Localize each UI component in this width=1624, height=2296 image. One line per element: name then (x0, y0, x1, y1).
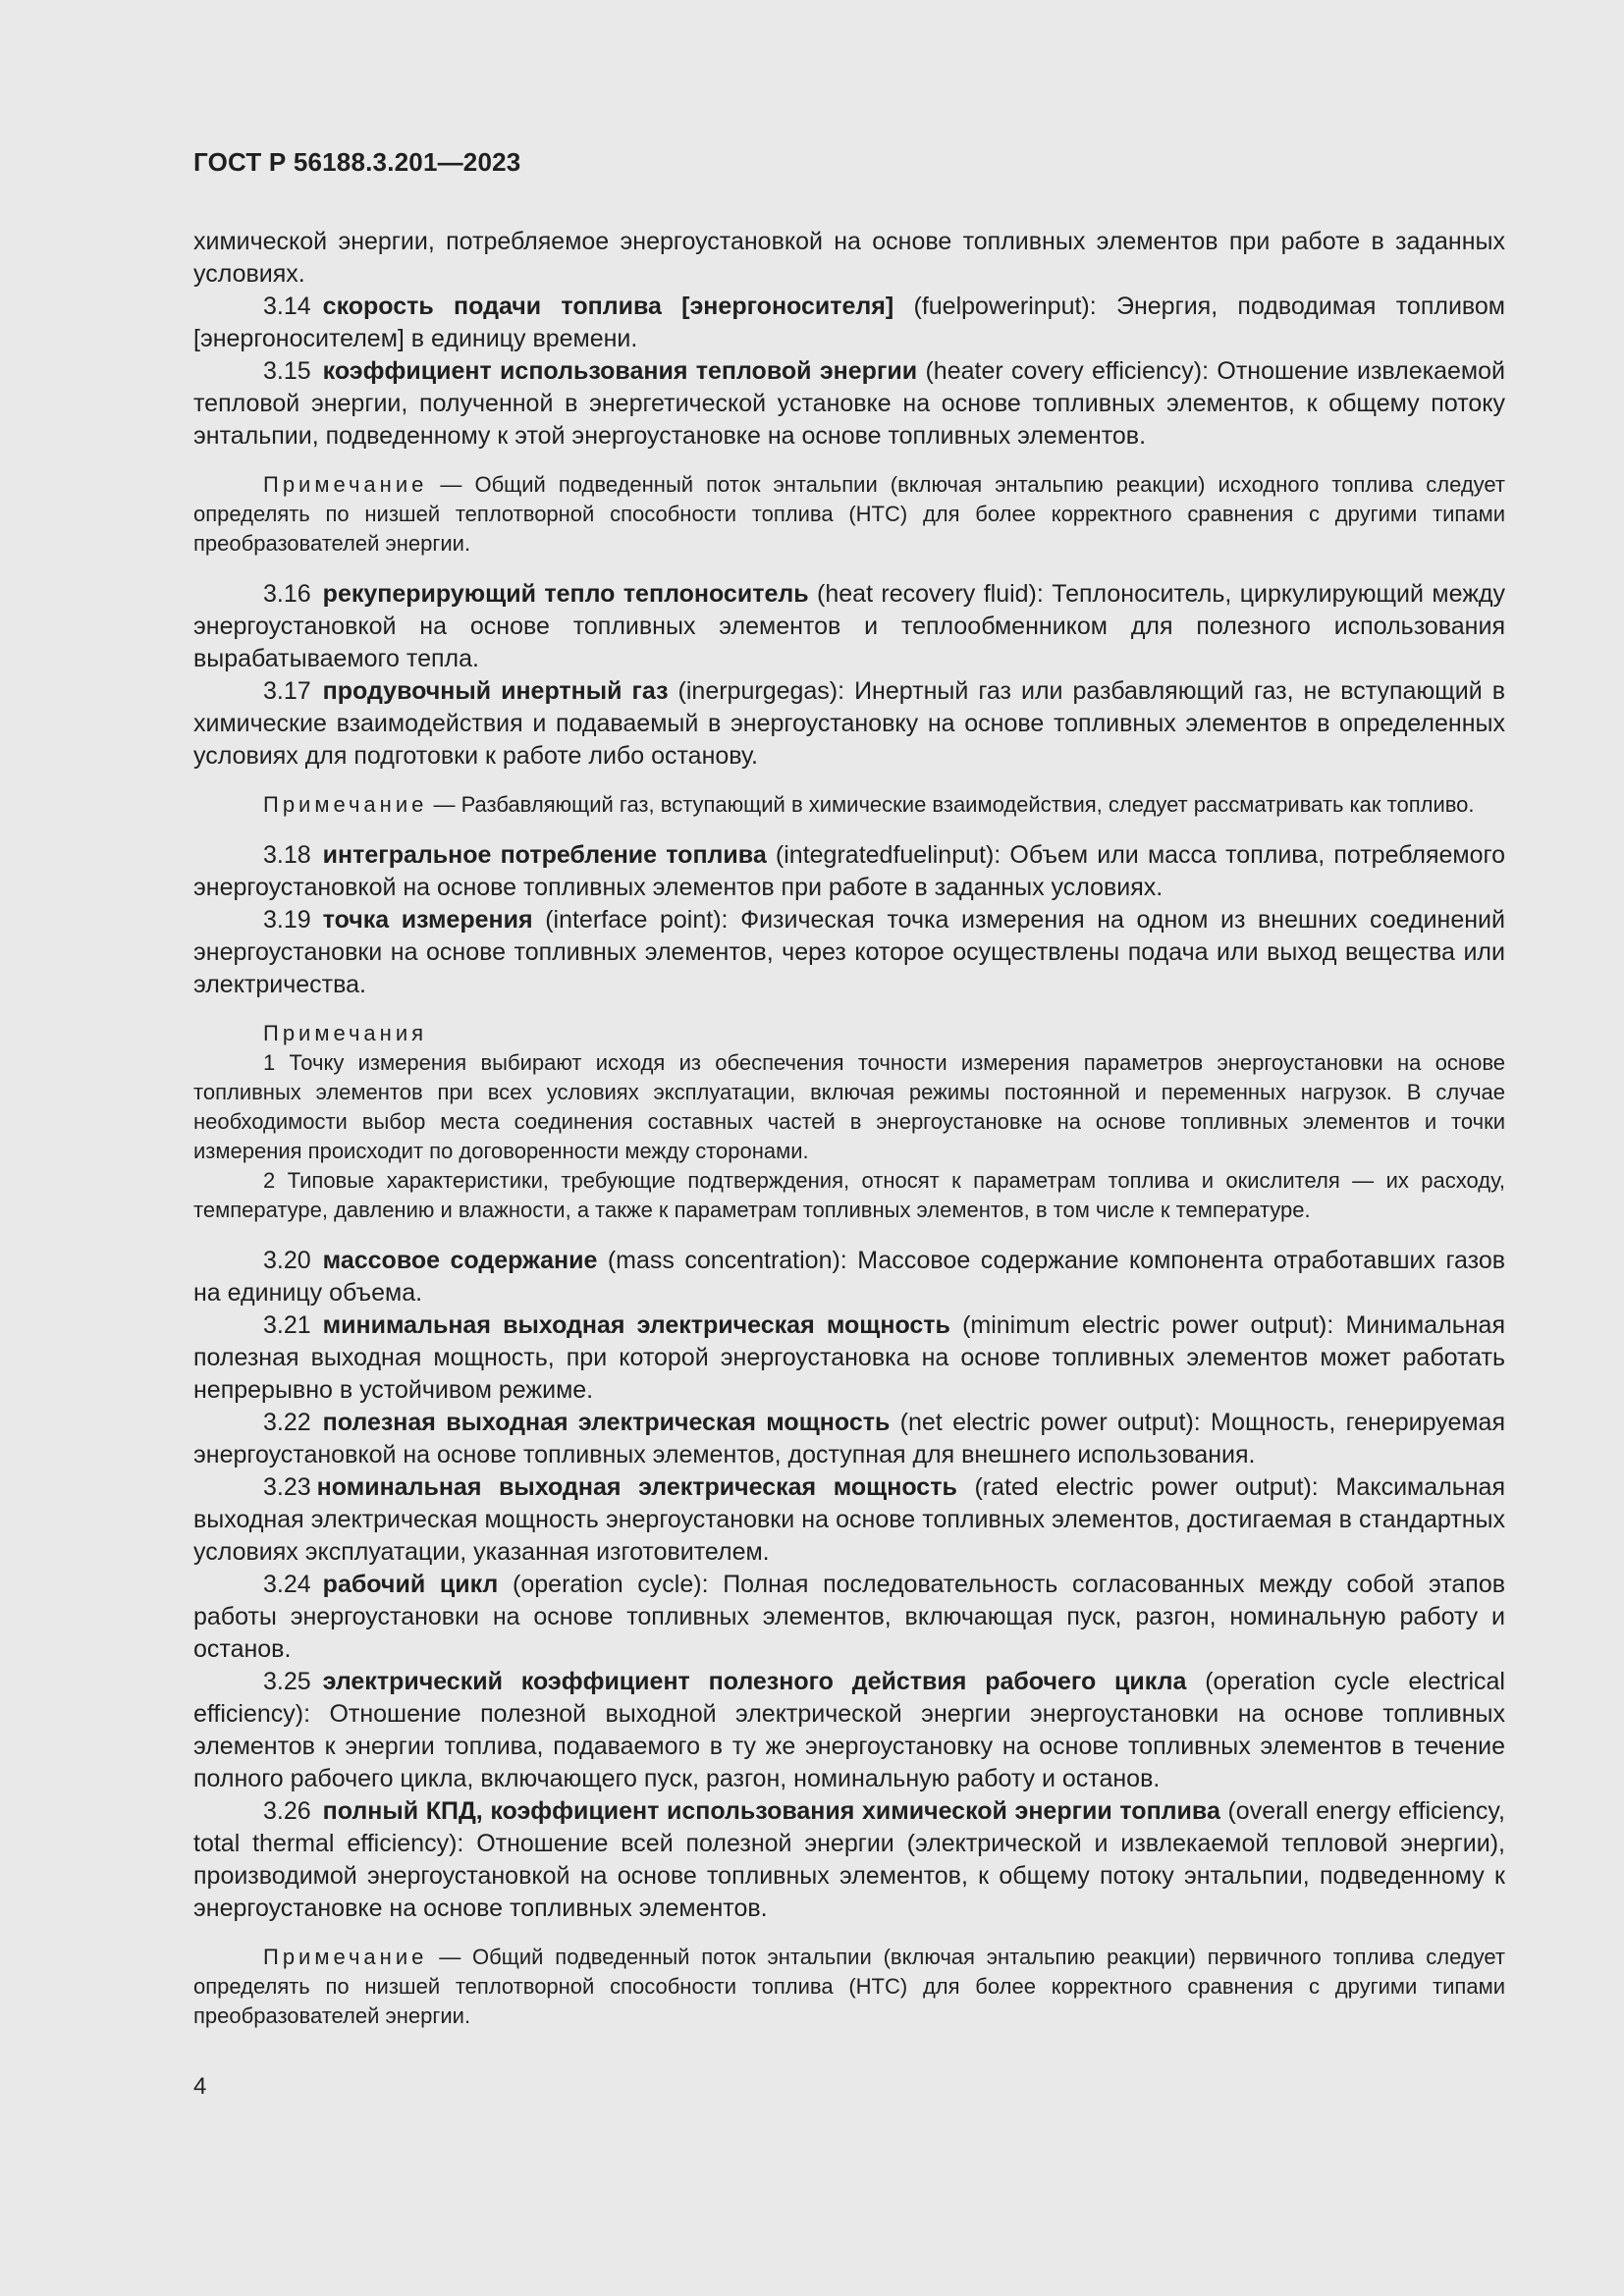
note-text: — Общий подведенный поток энтальпии (включая энтальпию реакции) исходного топлива следует определять по низшей теплотворной способности топлива (НТС) для более корректного сравнения с другими типами преобразователей энергии. (193, 472, 1505, 556)
term-title: точка измерения (322, 906, 533, 934)
term-definition: (net electric power output): Мощность, генерируемая энергоустановкой на основе топливных элементов, доступная для внешнего использования. (193, 1409, 1506, 1468)
term-number: 3.20 (263, 1247, 311, 1274)
term-title: минимальная выходная электрическая мощность (322, 1311, 950, 1339)
term-definition: (interface point): Физическая точка измерения на одном из внешних соединений энергоустановки на основе топливных элементов, через которое осуществлены подача или выход вещества или электричества. (193, 906, 1505, 998)
term-3-22 (193, 1407, 1505, 1471)
term-definition: (operation cycle): Полная последовательность согласованных между собой этапов работы энергоустановки на основе топливных элементов, включающая пуск, разгон, номинальную работу и останов. (193, 1571, 1506, 1663)
term-number: 3.22 (263, 1409, 311, 1436)
term-number: 3.17 (263, 677, 311, 705)
term-number: 3.26 (263, 1797, 311, 1825)
term-3-15 (193, 355, 1505, 453)
document-header: ГОСТ Р 56188.3.201—2023 (193, 147, 521, 177)
note-text: — Общий подведенный поток энтальпии (включая энтальпию реакции) первичного топлива следует определять по низшей теплотворной способности топлива (НТС) для более корректного сравнения с другими типами преобразователей энергии. (193, 1945, 1505, 2028)
term-title: интегральное потребление топлива (322, 841, 767, 869)
term-3-19 (193, 904, 1505, 1001)
term-title: продувочный инертный газ (322, 677, 669, 705)
note-item: 2 Типовые характеристики, требующие подтверждения, относят к параметрам топлива и окислителя — их расходу, температуре, давлению и влажности, а также к параметрам топливных элементов, в том числе к температуре. (193, 1168, 1505, 1222)
note-3-15 (193, 470, 1505, 559)
term-number: 3.14 (263, 293, 311, 320)
term-definition: (integratedfuelinput): Объем или масса топлива, потребляемого энергоустановкой на основе топливных элементов при работе в заданных условиях. (193, 841, 1505, 901)
note-text: — Разбавляющий газ, вступающий в химические взаимодействия, следует рассматривать как топливо. (433, 792, 1475, 817)
term-definition: (overall energy efficiency, total thermal efficiency): Отношение всей полезной энергии (электрической и извлекаемой тепловой энергии), производимой энергоустановкой на основе топливных элементов, к общему потоку энтальпии, подведенному к энергоустановке на основе топливных элементов. (193, 1797, 1505, 1922)
document-body (193, 226, 1505, 2051)
term-definition: (heater covery efficiency): Отношение извлекаемой тепловой энергии, полученной в энергетической установке на основе топливных элементов, к общему потоку энтальпии, подведенному к этой энергоустановке на основе топливных элементов. (193, 357, 1505, 450)
term-title: полезная выходная электрическая мощность (322, 1409, 891, 1436)
term-3-20 (193, 1245, 1505, 1309)
note-label: Примечание (263, 1945, 428, 1969)
note-item: 1 Точку измерения выбирают исходя из обеспечения точности измерения параметров энергоустановки на основе топливных элементов при всех условиях эксплуатации, включая режимы постоянной и переменных нагрузок. В случае необходимости выбор места соединения составных частей в энергоустановке на основе топливных элементов и точки измерения происходит по договоренности между сторонами. (193, 1050, 1505, 1163)
term-3-24 (193, 1569, 1505, 1666)
term-number: 3.18 (263, 841, 311, 869)
term-title: номинальная выходная электрическая мощность (316, 1473, 957, 1501)
term-3-21 (193, 1309, 1505, 1407)
term-number: 3.23 (263, 1473, 311, 1501)
term-number: 3.16 (263, 580, 311, 608)
term-definition: (operation cycle electrical efficiency): Отношение полезной выходной электрической энергии энергоустановки на основе топливных элементов к энергии топлива, подаваемого в ту же энергоустановку на основе топливных элементов в течение полного рабочего цикла, включающего пуск, разгон, номинальную работу и останов. (193, 1668, 1505, 1792)
term-3-25 (193, 1666, 1505, 1795)
term-title: скорость подачи топлива [энергоносителя] (322, 293, 894, 320)
note-label: Примечание (263, 472, 428, 497)
term-definition: (heat recovery fluid): Теплоноситель, циркулирующий между энергоустановкой на основе топливных элементов и теплообменником для полезного использования вырабатываемого тепла. (193, 580, 1506, 672)
term-number: 3.19 (263, 906, 311, 934)
term-number: 3.15 (263, 357, 311, 385)
term-title: полный КПД, коэффициент использования химической энергии топлива (322, 1797, 1220, 1825)
term-3-14 (193, 291, 1505, 355)
term-title: рабочий цикл (322, 1571, 499, 1598)
term-definition: (mass concentration): Массовое содержание компонента отработавших газов на единицу объема. (193, 1247, 1506, 1307)
term-number: 3.21 (263, 1311, 311, 1339)
notes-3-19 (193, 1019, 1505, 1225)
term-3-16 (193, 578, 1505, 675)
page-number: 4 (193, 2073, 207, 2100)
intro-continuation: химической энергии, потребляемое энергоустановкой на основе топливных элементов при работе в заданных условиях. (193, 228, 1505, 288)
term-title: электрический коэффициент полезного действия рабочего цикла (322, 1668, 1187, 1695)
term-3-23 (193, 1471, 1505, 1569)
term-title: коэффициент использования тепловой энергии (322, 357, 918, 385)
term-definition: (inerpurgegas): Инертный газ или разбавляющий газ, не вступающий в химические взаимодействия и подаваемый в энергоустановку на основе топливных элементов в определенных условиях для подготовки к работе либо останову. (193, 677, 1505, 770)
note-label: Примечание (263, 792, 428, 817)
note-3-26 (193, 1943, 1505, 2031)
term-definition: (rated electric power output): Максимальная выходная электрическая мощность энергоустановки на основе топливных элементов, достигаемая в стандартных условиях эксплуатации, указанная изготовителем. (193, 1473, 1505, 1566)
term-3-17 (193, 675, 1505, 773)
term-number: 3.25 (263, 1668, 311, 1695)
term-title: рекуперирующий тепло теплоноситель (322, 580, 809, 608)
term-definition: (minimum electric power output): Минимальная полезная выходная мощность, при которой энергоустановка на основе топливных элементов может работать непрерывно в устойчивом режиме. (193, 1311, 1505, 1404)
notes-label: Примечания (263, 1021, 428, 1045)
term-3-18 (193, 839, 1505, 904)
note-3-17 (193, 790, 1505, 820)
term-definition: (fuelpowerinput): Энергия, подводимая топливом [энергоносителем] в единицу времени. (193, 293, 1505, 352)
term-title: массовое содержание (322, 1247, 598, 1274)
term-number: 3.24 (263, 1571, 311, 1598)
term-3-26 (193, 1795, 1505, 1925)
